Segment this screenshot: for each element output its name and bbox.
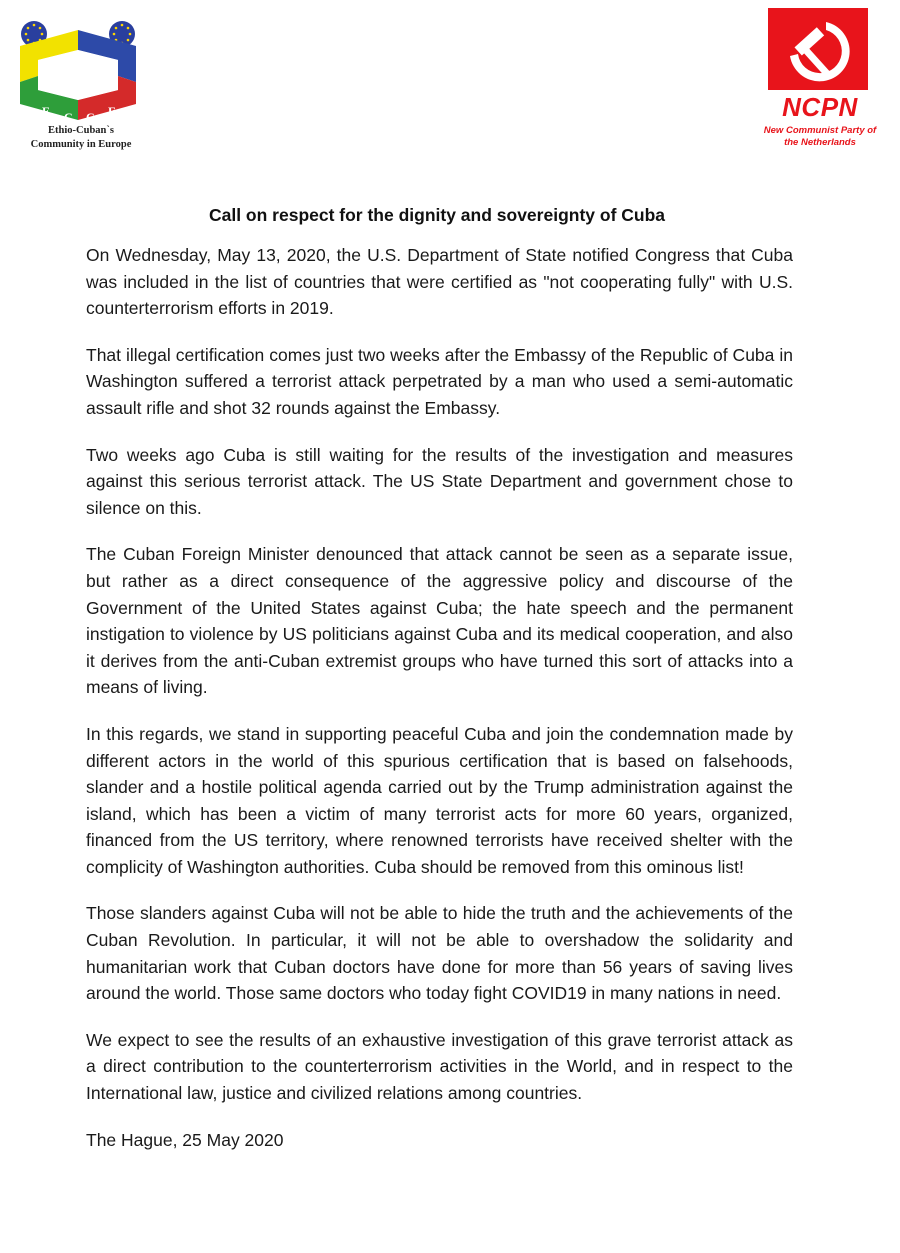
ecce-letter-3: C: [86, 110, 95, 124]
ecce-caption-line1: Ethio-Cuban`s: [48, 125, 114, 136]
hammer-and-sickle-icon: [768, 8, 868, 90]
ecce-emblem-icon: [14, 20, 148, 124]
closing-place-date: The Hague, 25 May 2020: [86, 1129, 284, 1150]
document-body: [86, 242, 793, 1173]
paragraph: In this regards, we stand in supporting peaceful Cuba and join the condemnation made by different actors in the world of this spurious certification that is based on falsehoods, slander and a hostile political agenda carried out by the Trump administration against the island, which has been a victim of many terrorist acts for more 60 years, organized, financed from the US territory, where renowned terrorists have received shelter with the complicity of Washington authorities. Cuba should be removed from this ominous list!: [86, 723, 793, 877]
ncpn-name-line1: New Communist Party of: [763, 125, 877, 136]
ecce-letter-4: E: [108, 104, 117, 118]
ecce-logo: [6, 20, 156, 155]
ecce-caption: [6, 124, 156, 152]
ncpn-acronym: NCPN: [782, 92, 858, 122]
ecce-letter-2: C: [64, 110, 73, 124]
ncpn-logo: [744, 8, 896, 153]
ncpn-name-line2: the Netherlands: [784, 137, 856, 148]
paragraph: That illegal certification comes just two weeks after the Embassy of the Republic of Cuba in Washington suffered a terrorist attack perpetrated by a man who used a semi-automatic assault rifle and shot 32 rounds against the Embassy.: [86, 344, 793, 418]
paragraph: On Wednesday, May 13, 2020, the U.S. Department of State notified Congress that Cuba was included in the list of countries that were certified as "not cooperating fully" with U.S. counterterrorism efforts in 2019.: [86, 245, 793, 319]
ecce-caption-line2: Community in Europe: [30, 139, 132, 150]
paragraph: Those slanders against Cuba will not be able to hide the truth and the achievements of the Cuban Revolution. In particular, it will not be able to overshadow the solidarity and humanitarian work that Cuban doctors have done for more than 56 years of saving lives around the world. Those same doctors who today fight COVID19 in many nations in need.: [86, 903, 793, 1004]
ncpn-full-name: [744, 125, 896, 149]
document-title: Call on respect for the dignity and sovereignty of Cuba: [208, 205, 666, 225]
paragraph: The Cuban Foreign Minister denounced that attack cannot be seen as a separate issue, but rather as a direct consequence of the aggressive policy and discourse of the Government of the United States against Cuba; the hate speech and the permanent instigation to violence by US politicians against Cuba and its medical cooperation, and also it derives from the anti-Cuban extremist groups who have turned this sort of attacks into a means of living.: [86, 544, 793, 698]
paragraph: Two weeks ago Cuba is still waiting for the results of the investigation and measures against this serious terrorist attack. The US State Department and government chose to silence on this.: [86, 444, 793, 518]
paragraph: We expect to see the results of an exhaustive investigation of this grave terrorist attack as a direct contribution to the counterterrorism activities in the World, and in respect to the International law, justice and civilized relations among countries.: [86, 1029, 793, 1104]
ecce-letter-1: E: [42, 104, 51, 118]
